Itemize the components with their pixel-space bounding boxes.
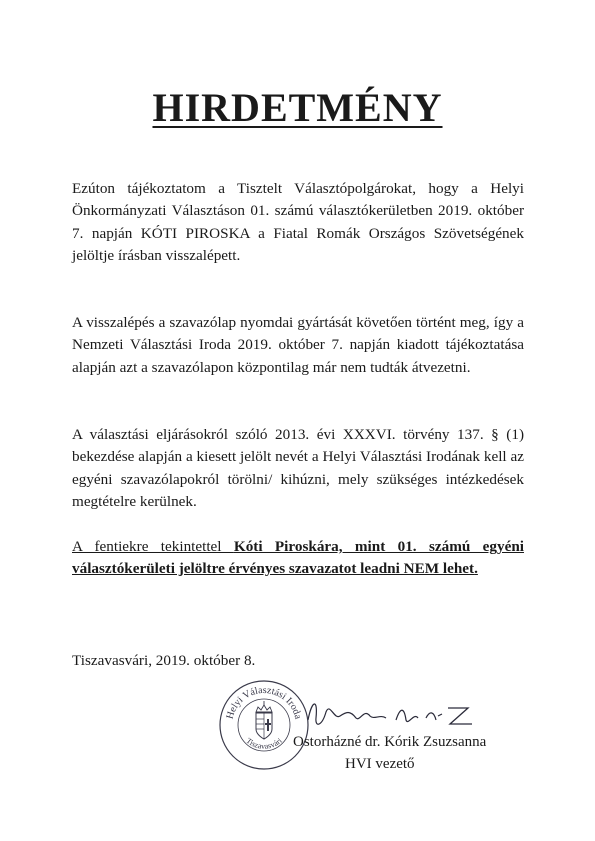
paragraph-4-period: . — [474, 560, 478, 578]
document-title-text: HIRDETMÉNY — [152, 85, 443, 130]
svg-text:Helyi Választási Iroda: Helyi Választási Iroda — [224, 684, 304, 721]
paragraph-1: Ezúton tájékoztatom a Tisztelt Választópolgárokat, hogy a Helyi Önkormányzati Választáson 01. számú választókerületben 2019. október 7. napján KÓTI PIROSKA a Fiatal Romák Országos Szövetségének jelöltje írásban visszalépett. — [72, 180, 524, 265]
paragraph-4-emphasis: Kóti Piroskára, mint 01. számú egyéni választókerületi jelöltre érvényes szavazatot leadni NEM lehet — [72, 538, 524, 578]
handwritten-signature — [300, 690, 480, 740]
paragraph-3: A választási eljárásokról szóló 2013. évi XXXVI. törvény 137. § (1) bekezdése alapján a kiesett jelölt nevét a Helyi Választási Irodának kell az egyéni szavazólapokról törölni/ kihúzni, mely szükséges intézkedések megtételre kerülnek. — [72, 426, 524, 511]
dateline: Tiszavasvári, 2019. október 8. — [72, 652, 256, 669]
paragraph-2: A visszalépés a szavazólap nyomdai gyártását követően történt meg, így a Nemzeti Választási Iroda 2019. október 7. napján kiadott tájékoztatása alapján azt a szavazólapon központilag már nem tudták átvezetni. — [72, 314, 524, 376]
paragraph-4-prefix: A fentiekre tekintettel — [72, 538, 234, 555]
signatory-name: Ostorházné dr. Kórik Zsuzsanna — [293, 734, 487, 750]
document-title — [0, 84, 595, 131]
svg-text:Tiszavasvári: Tiszavasvári — [244, 736, 284, 751]
paragraph-4 — [72, 536, 524, 581]
official-stamp — [218, 679, 310, 771]
signatory-role: HVI vezető — [345, 756, 415, 772]
